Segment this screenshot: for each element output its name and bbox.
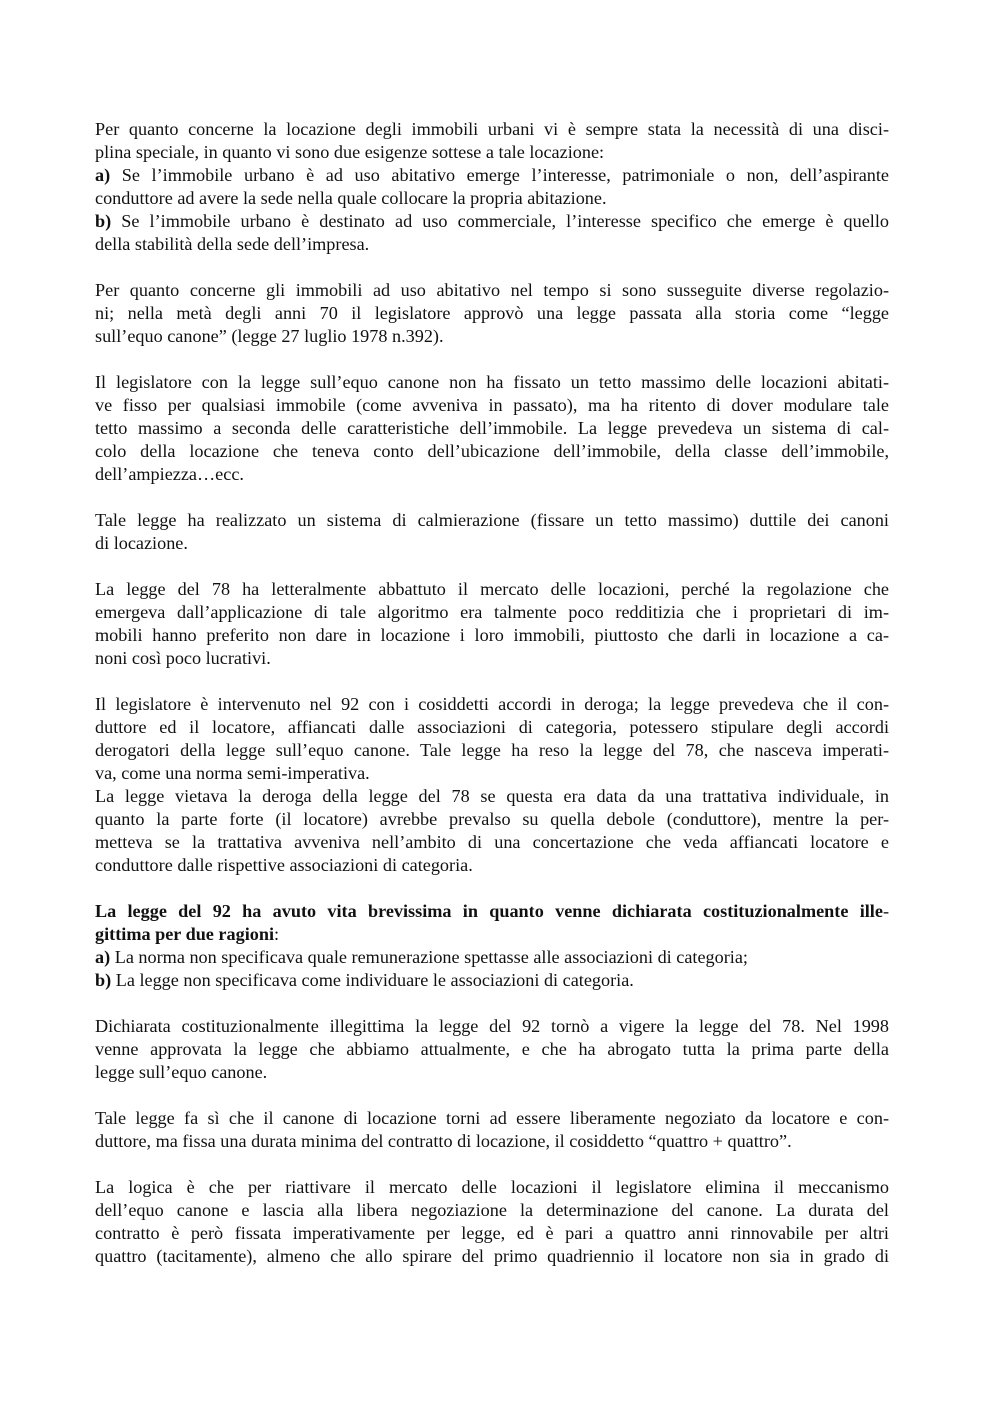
text-line: conduttore ad avere la sede nella quale collocare la propria abitazione. xyxy=(95,188,607,208)
item-text: Se l’immobile urbano è ad uso abitativo emerge l’interesse, patrimoniale o non, dell’aspirante xyxy=(110,165,889,185)
text-line: Il legislatore è intervenuto nel 92 con i cosiddetti accordi in deroga; la legge prevedeva che il con - xyxy=(95,693,889,716)
text-line: emergeva dall’applicazione di tale algoritmo era talmente poco redditizia che i proprietari di im - xyxy=(95,601,889,624)
text-line: Per quanto concerne la locazione degli immobili urbani vi è sempre stata la necessità di una disci - xyxy=(95,118,889,141)
text-line: dell’ampiezza…ecc. xyxy=(95,464,244,484)
text-line: duttore, ma fissa una durata minima del contratto di locazione, il cosiddetto “quattro + quattro”. xyxy=(95,1131,792,1151)
text-line: sull’equo canone” (legge 27 luglio 1978 n.392). xyxy=(95,326,444,346)
paragraph-illegittimita xyxy=(95,900,889,992)
item-label: b) xyxy=(95,211,112,231)
text-line: plina speciale, in quanto vi sono due esigenze sottese a tale locazione: xyxy=(95,142,605,162)
text-line: Tale legge fa sì che il canone di locazione torni ad essere liberamente negoziato da locatore e con - xyxy=(95,1107,889,1130)
paragraph-calmierazione xyxy=(95,509,889,555)
text-line: noni così poco lucrativi. xyxy=(95,648,271,668)
text-line: conduttore dalle rispettive associazioni di categoria. xyxy=(95,855,473,875)
list-item-b xyxy=(95,969,889,992)
paragraph-mercato xyxy=(95,578,889,670)
paragraph-legge-1998 xyxy=(95,1015,889,1084)
list-item-b xyxy=(95,210,889,233)
text-line: metteva se la trattativa avveniva nell’ambito di una concertazione che veda affiancati locatore e xyxy=(95,832,889,852)
item-text: Se l’immobile urbano è destinato ad uso commerciale, l’interesse specifico che emerge è quello xyxy=(111,211,889,231)
paragraph-quattro-quattro xyxy=(95,1107,889,1153)
text-line: tetto massimo a seconda delle caratteristiche dell’immobile. La legge prevedeva un sistema di cal - xyxy=(95,417,889,440)
text-line: quanto la parte forte (il locatore) avrebbe prevalso su quella debole (conduttore), mentre la per - xyxy=(95,808,889,831)
text-line: ve fisso per qualsiasi immobile (come avveniva in passato), ma ha ritento di dover modulare tale xyxy=(95,395,889,415)
paragraph-logica xyxy=(95,1176,889,1268)
item-text: La legge non specificava come individuare le associazioni di categoria. xyxy=(111,970,634,990)
paragraph-equo-canone xyxy=(95,279,889,348)
text-line: Tale legge ha realizzato un sistema di calmierazione (fissare un tetto massimo) duttile dei canoni xyxy=(95,510,889,530)
text-line: derogatori della legge sull’equo canone. Tale legge ha reso la legge del 78, che nasceva imperati - xyxy=(95,739,889,762)
text-line: quattro (tacitamente), almeno che allo spirare del primo quadriennio il locatore non sia in grado di xyxy=(95,1246,889,1266)
bold-heading-line: La legge del 92 ha avuto vita brevissima in quanto venne dichiarata costituzionalmente ille - xyxy=(95,900,889,923)
paragraph-accordi-deroga xyxy=(95,693,889,877)
text-line: contratto è però fissata imperativamente per legge, ed è pari a quattro anni rinnovabile per altri xyxy=(95,1223,889,1243)
list-item-a xyxy=(95,946,889,969)
text-line: colo della locazione che teneva conto dell’ubicazione dell’immobile, della classe dell’immobile, xyxy=(95,441,889,461)
list-item-a xyxy=(95,164,889,187)
text-line: duttore ed il locatore, affiancati dalle associazioni di categoria, potessero stipulare degli accordi xyxy=(95,717,889,737)
text-line: mobili hanno preferito non dare in locazione i loro immobili, piuttosto che darli in locazione a ca - xyxy=(95,624,889,647)
text-line: venne approvata la legge che abbiamo attualmente, e che ha abrogato tutta la prima parte della xyxy=(95,1039,889,1059)
paragraph-intro xyxy=(95,118,889,256)
text-line: della stabilità della sede dell’impresa. xyxy=(95,234,370,254)
text-line: Dichiarata costituzionalmente illegittima la legge del 92 tornò a vigere la legge del 78. Nel 1998 xyxy=(95,1016,889,1036)
text-line: Il legislatore con la legge sull’equo canone non ha fissato un tetto massimo delle locazioni abitati - xyxy=(95,371,889,394)
text-line: ni; nella metà degli anni 70 il legislatore approvò una legge passata alla storia come “legge xyxy=(95,303,889,323)
text-line: dell’equo canone e lascia alla libera negoziazione la determinazione del canone. La durata del xyxy=(95,1200,889,1220)
text-line: va, come una norma semi-imperativa. xyxy=(95,763,370,783)
text-line: La legge vietava la deroga della legge del 78 se questa era data da una trattativa individuale, in xyxy=(95,786,889,806)
text-line: Per quanto concerne gli immobili ad uso abitativo nel tempo si sono susseguite diverse regolazio - xyxy=(95,279,889,302)
text-line: La logica è che per riattivare il mercato delle locazioni il legislatore elimina il meccanismo xyxy=(95,1177,889,1197)
text-line: La legge del 78 ha letteralmente abbattuto il mercato delle locazioni, perché la regolazione che xyxy=(95,579,889,599)
paragraph-tetto-massimo xyxy=(95,371,889,486)
item-label: b) xyxy=(95,970,112,990)
text-line: di locazione. xyxy=(95,533,188,553)
item-label: a) xyxy=(95,947,111,967)
item-text: La norma non specificava quale remunerazione spettasse alle associazioni di categoria; xyxy=(110,947,748,967)
document-page xyxy=(95,118,889,1291)
text-line: legge sull’equo canone. xyxy=(95,1062,268,1082)
bold-heading-line: gittima per due ragioni: xyxy=(95,924,280,944)
item-label: a) xyxy=(95,165,111,185)
